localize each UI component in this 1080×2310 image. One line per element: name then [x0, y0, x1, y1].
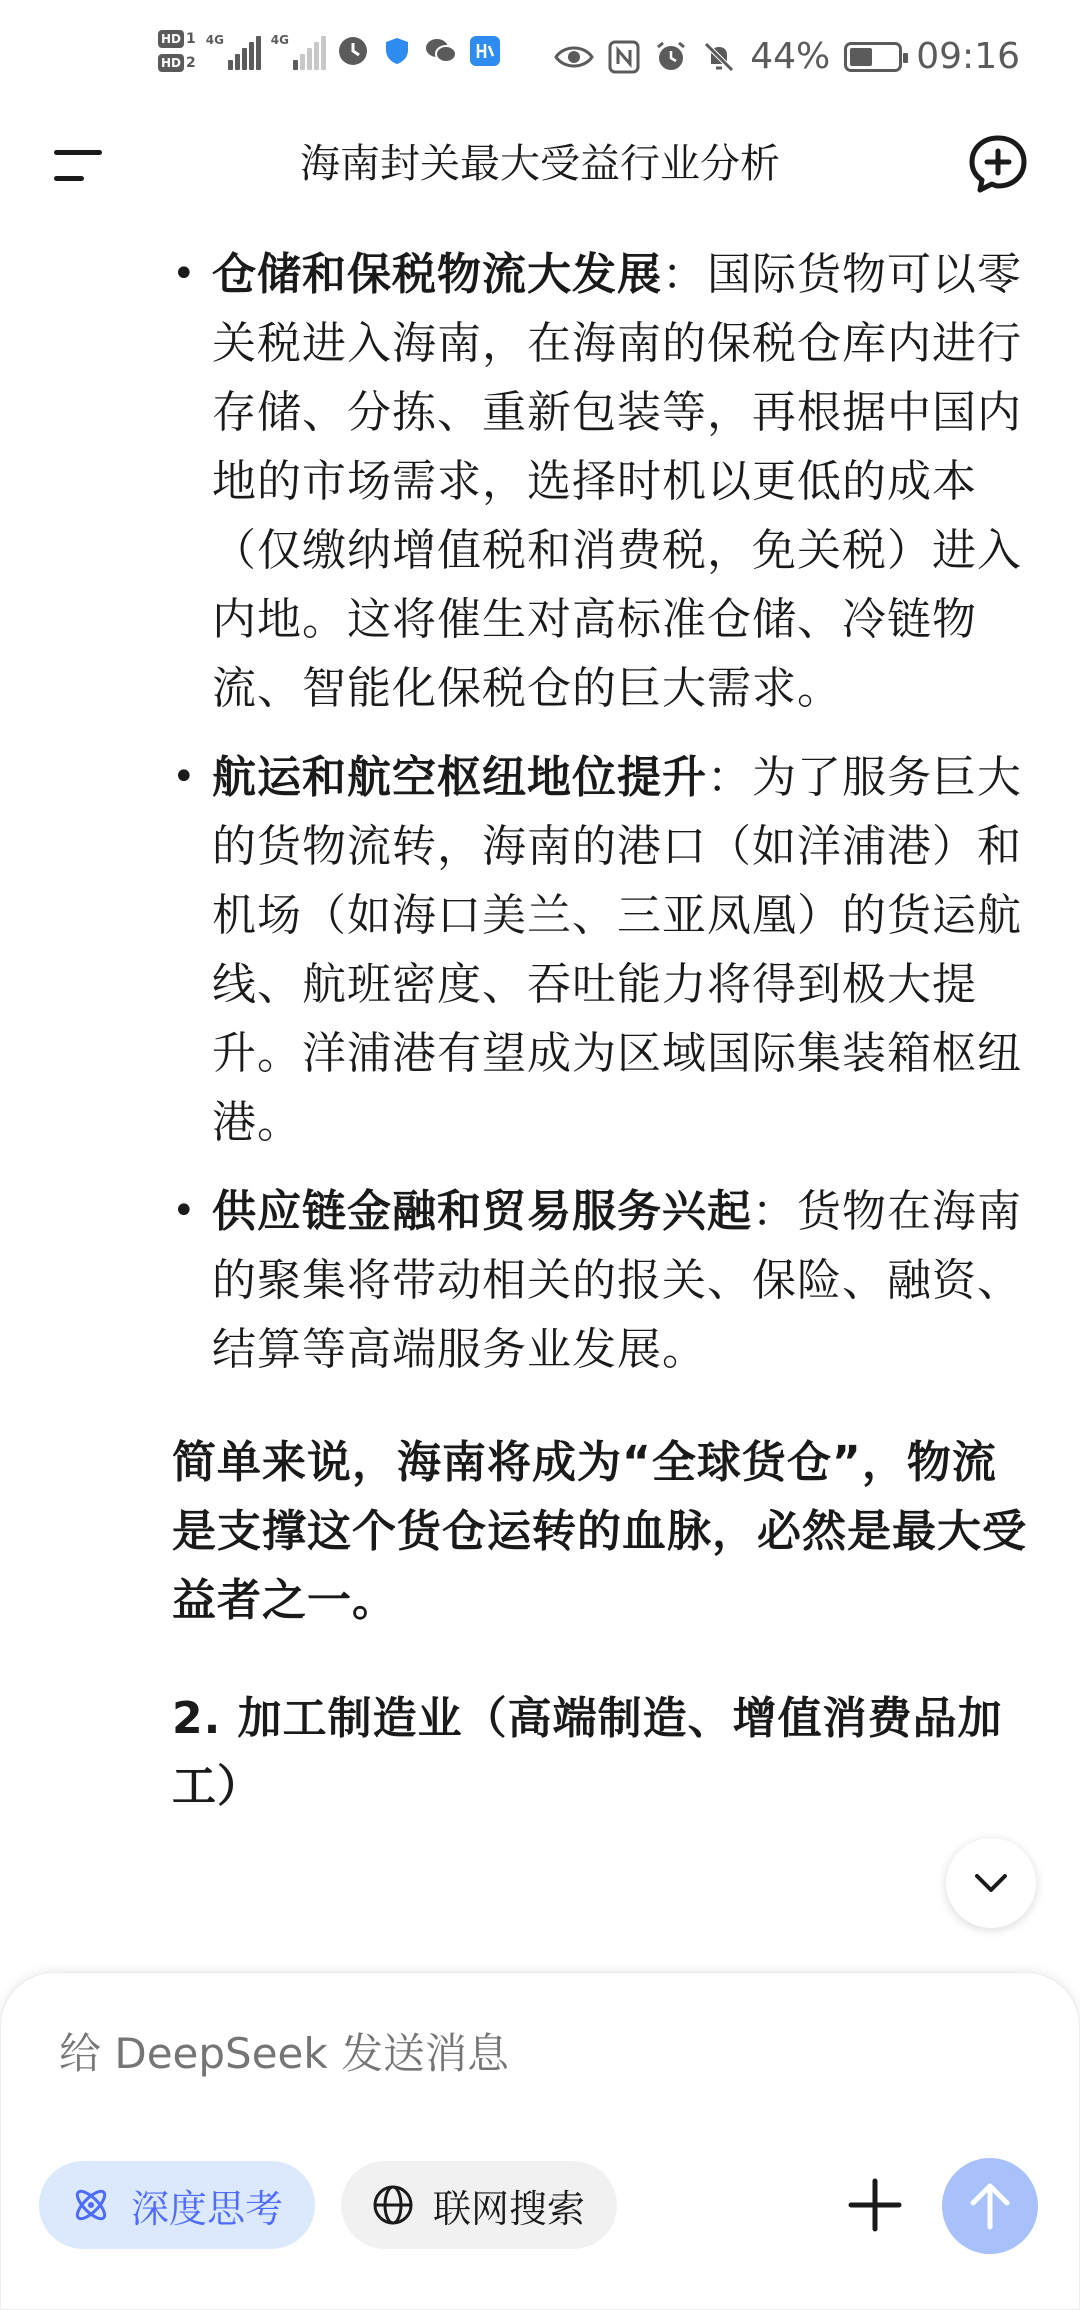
message-input[interactable] [59, 2029, 859, 2078]
signal-strength-1-icon: 4G [206, 32, 261, 70]
list-item-text: ：为了服务巨大的货物流转，海南的港口（如洋浦港）和机场（如海口美兰、三亚凤凰）的货运航线、航班密度、吞吐能力将得到极大提升。洋浦港有望成为区域国际集装箱枢纽港。 [212, 752, 1022, 1148]
globe-icon [371, 2183, 415, 2227]
app-icon [468, 34, 502, 68]
hd-indicators [158, 30, 196, 72]
chevron-down-icon [971, 1871, 1011, 1895]
send-button[interactable] [942, 2158, 1038, 2254]
arrow-up-icon [967, 2181, 1013, 2231]
scroll-down-button[interactable] [946, 1838, 1036, 1928]
wechat-icon [424, 34, 458, 68]
section-heading: 2. 加工制造业（高端制造、增值消费品加工） [172, 1693, 1003, 1812]
bullet-list [0, 240, 1080, 1384]
list-item [212, 743, 1028, 1157]
status-bar [0, 0, 1080, 120]
mute-icon [702, 40, 736, 74]
new-chat-icon[interactable] [968, 134, 1028, 194]
battery-icon [844, 42, 902, 72]
list-item [212, 240, 1028, 723]
input-panel [0, 1972, 1080, 2310]
hd2-indicator: HD 2 [158, 54, 196, 72]
eye-icon [554, 42, 594, 72]
deep-think-label: 深度思考 [131, 2186, 284, 2231]
app-header [0, 120, 1080, 200]
nfc-icon [608, 40, 640, 74]
clock-time: 09:16 [916, 36, 1020, 77]
alarm-icon [654, 40, 688, 74]
list-item [212, 1177, 1028, 1384]
list-item-title: 供应链金融和贸易服务兴起 [212, 1186, 752, 1237]
clock-app-icon [336, 34, 370, 68]
web-search-label: 联网搜索 [433, 2186, 586, 2231]
atom-icon [69, 2183, 113, 2227]
deep-think-button[interactable] [39, 2161, 315, 2249]
chat-title[interactable]: 海南封关最大受益行业分析 [300, 141, 780, 187]
web-search-button[interactable] [341, 2161, 617, 2249]
hd1-indicator: HD 1 [158, 30, 196, 48]
status-right [554, 36, 1020, 77]
chat-message [0, 240, 1080, 1821]
battery-percent: 44% [750, 36, 831, 77]
list-item-text: ：国际货物可以零关税进入海南，在海南的保税仓库内进行存储、分拣、重新包装等，再根据中国内地的市场需求，选择时机以更低的成本（仅缴纳增值税和消费税，免关税）进入内地。这将催生对高标准仓储、冷链物流、智能化保税仓的巨大需求。 [212, 249, 1022, 714]
list-item-text: ：货物在海南的聚集将带动相关的报关、保险、融资、结算等高端服务业发展。 [212, 1186, 1022, 1375]
signal-strength-2-icon: 4G [271, 32, 326, 70]
shield-icon [380, 34, 414, 68]
list-item-title: 仓储和保税物流大发展 [212, 249, 662, 300]
attach-plus-icon[interactable] [847, 2177, 903, 2233]
status-left [158, 30, 502, 72]
summary-paragraph: 简单来说，海南将成为“全球货仓”，物流是支撑这个货仓运转的血脉，必然是最大受益者之一。 [172, 1437, 1027, 1626]
list-item-title: 航运和航空枢纽地位提升 [212, 752, 707, 803]
